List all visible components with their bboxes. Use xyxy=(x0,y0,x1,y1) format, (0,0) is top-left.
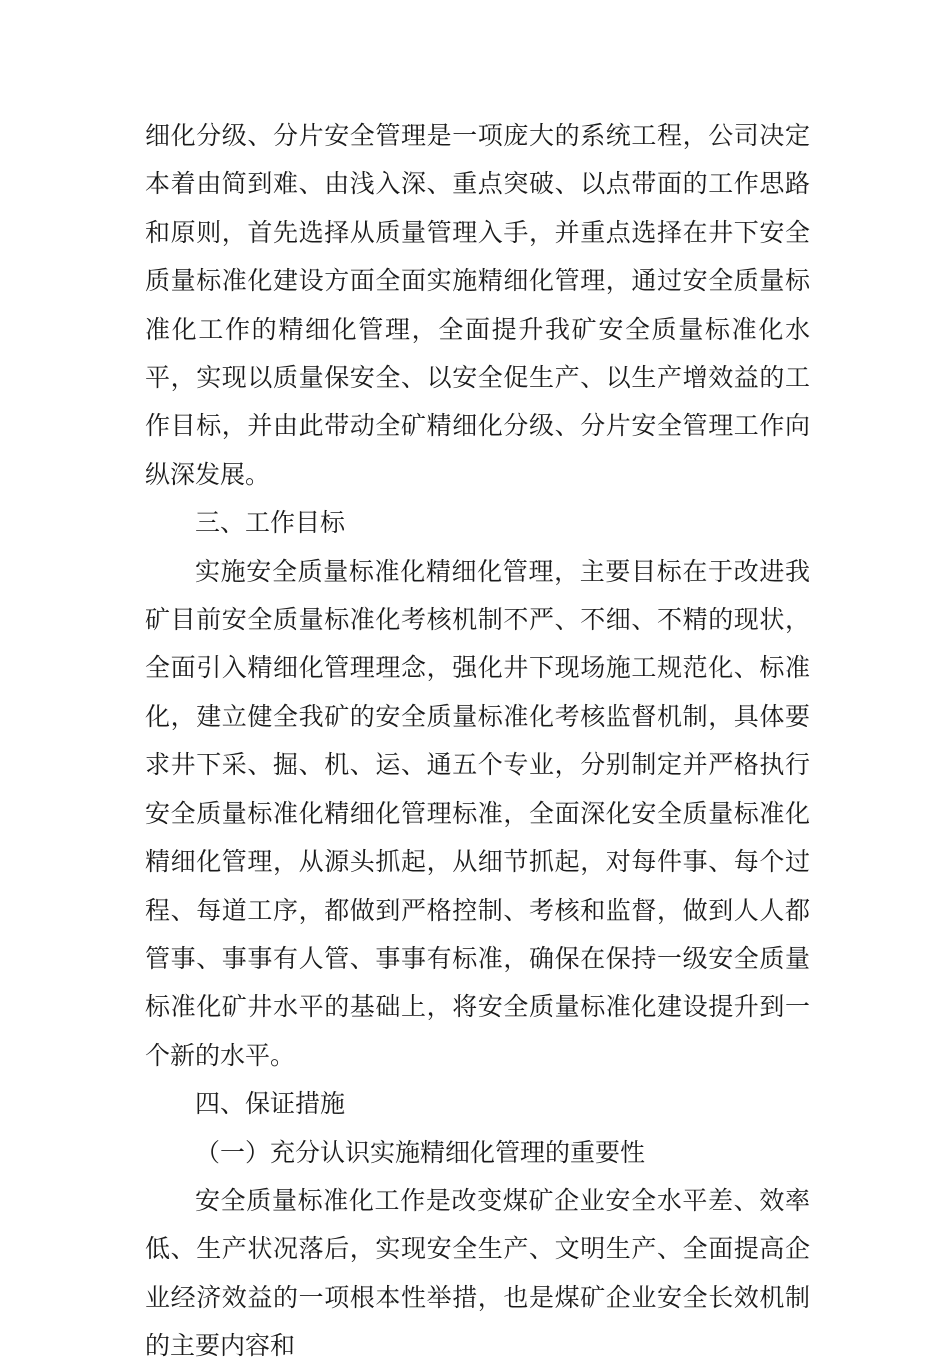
paragraph-importance: 安全质量标准化工作是改变煤矿企业安全水平差、效率低、生产状况落后，实现安全生产、文明生产、全面提高企业经济效益的一项根本性举措，也是煤矿企业安全长效机制的主要内容和 xyxy=(145,1185,810,1361)
section-heading-guarantee-measures: 四、保证措施 xyxy=(195,1089,346,1119)
subsection-heading-importance: （一）充分认识实施精细化管理的重要性 xyxy=(195,1137,646,1167)
paragraph-continuation: 细化分级、分片安全管理是一项庞大的系统工程，公司决定本着由简到难、由浅入深、重点突破、以点带面的工作思路和原则，首先选择从质量管理入手，并重点选择在井下安全质量标准化建设方面全面实施精细化管理，通过安全质量标准化工作的精细化管理，全面提升我矿安全质量标准化水平，实现以质量保安全、以安全促生产、以生产增效益的工作目标，并由此带动全矿精细化分级、分片安全管理工作向纵深发展。 xyxy=(145,121,810,489)
paragraph-work-goals: 实施安全质量标准化精细化管理，主要目标在于改进我矿目前安全质量标准化考核机制不严、不细、不精的现状，全面引入精细化管理理念，强化井下现场施工规范化、标准化，建立健全我矿的安全质量标准化考核监督机制，具体要求井下采、掘、机、运、通五个专业，分别制定并严格执行安全质量标准化精细化管理标准，全面深化安全质量标准化精细化管理，从源头抓起，从细节抓起，对每件事、每个过程、每道工序，都做到严格控制、考核和监督，做到人人都管事、事事有人管、事事有标准，确保在保持一级安全质量标准化矿井水平的基础上，将安全质量标准化建设提升到一个新的水平。 xyxy=(145,556,810,1070)
document-body xyxy=(145,112,810,1371)
section-heading-work-goals: 三、工作目标 xyxy=(195,508,346,538)
